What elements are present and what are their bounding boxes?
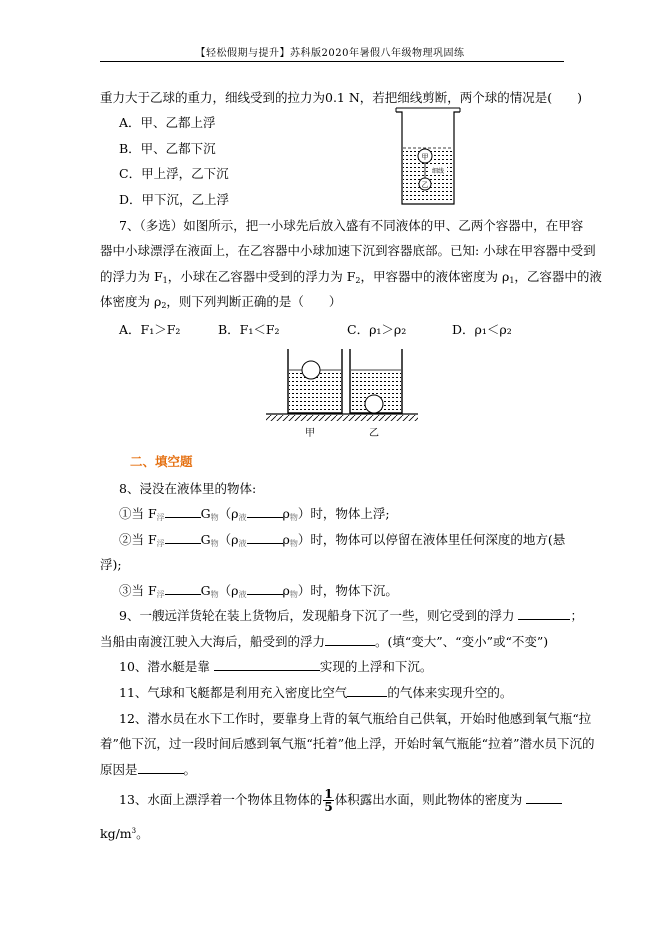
q7-label-jia: 甲 (305, 428, 315, 439)
q12-line1: 12、潜水员在水下工作时，要靠身上背的氧气瓶给自己供氧，开始时他感到氧气瓶“拉 (119, 711, 592, 726)
ball-jia-label: 甲 (421, 153, 429, 161)
blank[interactable] (526, 791, 562, 804)
q7-option-d: D．ρ₁＜ρ₂ (452, 322, 512, 337)
q7-ball-floating (302, 361, 320, 379)
q7-option-c: C．ρ₁＞ρ₂ (347, 322, 407, 337)
q8-stem: 8、浸没在液体里的物体: (119, 481, 257, 496)
q10: 10、潜水艇是靠 实现的上浮和下沉。 (119, 659, 433, 674)
q8-item2: ②当 $F_浮$ $G_物(\rho_液$ $\rho_物$）时，物体可以停留在液体里任何深度的地方(悬 (119, 532, 566, 548)
q7-label-yi: 乙 (369, 428, 379, 439)
q8-item3: ③当 $F_浮$ $G_物(\rho_液$ $\rho_物$）时，物体下沉。 (119, 583, 398, 599)
q12-line2: 着”他下沉，过一段时间后感到氧气瓶“托着”他上浮，开始时氧气瓶能“拉着”潜水员下沉的 (100, 736, 595, 751)
page-header: 【轻松假期与提升】苏科版2020年暑假八年级物理巩固练 (195, 48, 465, 59)
q6-option-d: D．甲下沉，乙上浮 (119, 192, 230, 207)
q7-line1: 7、（多选）如图所示，把一小球先后放入盛有不同液体的甲、乙两个容器中，在甲容 (119, 218, 584, 233)
q12-line3: 原因是 。 (100, 762, 197, 777)
blank[interactable] (165, 531, 201, 544)
blank[interactable] (214, 658, 320, 671)
q7-line2: 器中小球漂浮在液面上，在乙容器中小球加速下沉到容器底部。已知: 小球在甲容器中受到 (100, 243, 596, 258)
q7-containers-figure (264, 344, 420, 444)
blank[interactable] (165, 505, 201, 518)
blank[interactable] (247, 582, 283, 595)
blank[interactable] (247, 531, 283, 544)
q6-option-a: A．甲、乙都上浮 (119, 115, 216, 130)
q7-option-b: B．F₁＜F₂ (218, 322, 280, 337)
string-label: 细线 (431, 168, 445, 175)
blank[interactable] (138, 761, 184, 774)
blank[interactable] (325, 633, 375, 646)
blank[interactable] (247, 505, 283, 518)
q13-line1: 13、水面上漂浮着一个物体且物体的 $\frac{1}{5}$ 体积露出水面，则此物体的密度为 (119, 788, 562, 813)
header-rule (100, 61, 564, 62)
q8-item2-cont: 浮); (100, 557, 122, 572)
q7-option-a: A．F₁＞F₂ (119, 322, 181, 337)
q7-line3: 的浮力为 F1，小球在乙容器中受到的浮力为 F2，甲容器中的液体密度为 ρ1，乙容器中的液 (100, 269, 602, 285)
ball-yi-label: 乙 (421, 181, 429, 189)
q7-ball-sunk (365, 395, 383, 413)
q13-unit: $kg/m^3$。 (100, 826, 149, 841)
q8-item1: ①当 $F_浮$ $G_物(\rho_液$ $\rho_物$）时，物体上浮; (119, 506, 390, 522)
fraction: $\frac{1}{5}$ (324, 787, 333, 814)
q9-line2: 当船由南渡江驶入大海后，船受到的浮力 。(填“变大”、“变小”或“不变”) (100, 634, 549, 649)
q7-line4: 体密度为 ρ2，则下列判断正确的是（ ） (100, 294, 342, 310)
q6-stem: 重力大于乙球的重力，细线受到的拉力为0.1 N，若把细线剪断，两个球的情况是( ) (100, 90, 583, 105)
q11: 11、气球和飞艇都是利用充入密度比空气 的气体来实现升空的。 (119, 685, 513, 700)
q6-beaker-figure (394, 106, 462, 208)
section-title: 二、填空题 (130, 454, 193, 469)
q6-option-c: C．甲上浮，乙下沉 (119, 166, 229, 181)
q6-option-b: B．甲、乙都下沉 (119, 141, 216, 156)
blank[interactable] (347, 684, 387, 697)
blank[interactable] (165, 582, 201, 595)
q9-line1: 9、一艘远洋货轮在装上货物后，发现船身下沉了一些，则它受到的浮力 ； (119, 608, 583, 623)
blank[interactable] (518, 607, 570, 620)
